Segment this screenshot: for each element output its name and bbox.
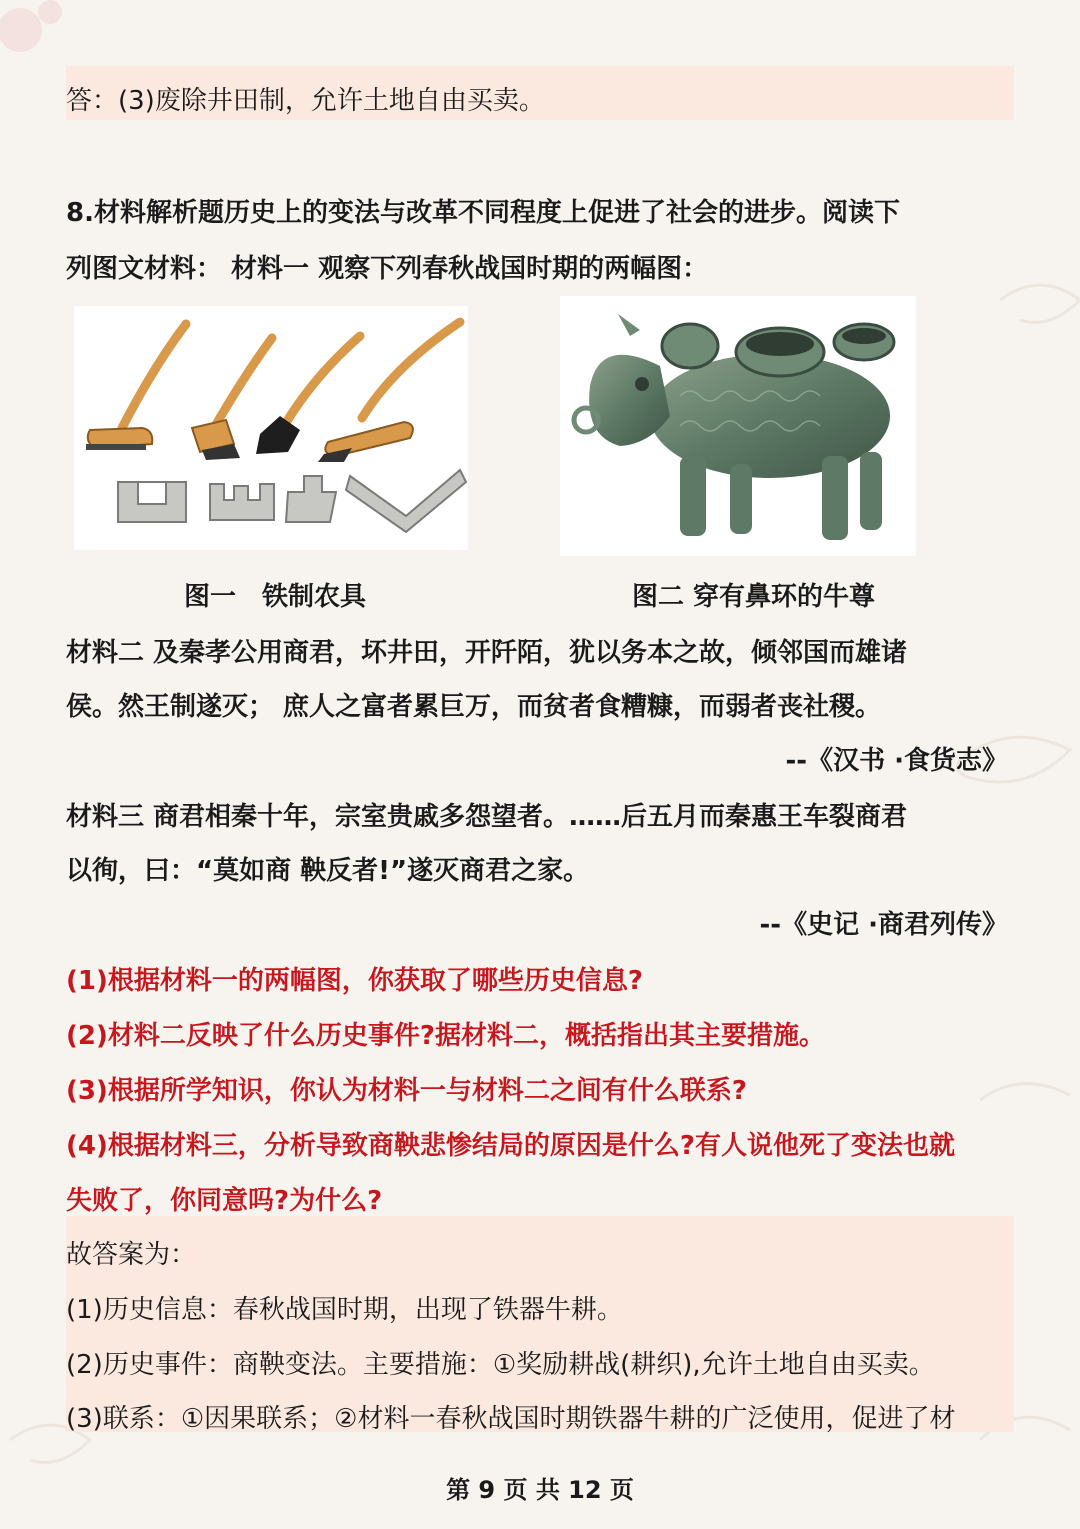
- answer-3: (3)联系：①因果联系；②材料一春秋战国时期铁器牛耕的广泛使用，促进了材: [66, 1404, 956, 1434]
- material-2-source: --《汉书 ·食货志》: [785, 746, 1008, 776]
- bronze-ox-zun-icon: [560, 296, 916, 556]
- material-2-line-1: 材料二 及秦孝公用商君，坏井田，开阡陌，犹以务本之故，倾邻国而雄诸: [66, 638, 908, 668]
- answer-1: (1)历史信息：春秋战国时期，出现了铁器牛耕。: [66, 1295, 623, 1325]
- material-3-line-1: 材料三 商君相秦十年，宗室贵戚多怨望者。……后五月而秦惠王车裂商君: [66, 802, 908, 832]
- sub-question-2: (2)材料二反映了什么历史事件?据材料二，概括指出其主要措施。: [66, 1021, 825, 1051]
- question-8-line-1: 8.材料解析题历史上的变法与改革不同程度上促进了社会的进步。阅读下: [66, 198, 900, 228]
- material-2-line-2: 侯。然王制遂灭； 庶人之富者累巨万，而贫者食糟糠，而弱者丧社稷。: [66, 692, 882, 722]
- page-number: 第 9 页 共 12 页: [446, 1476, 634, 1504]
- previous-answer-text: 答：(3)废除井田制，允许土地自由买卖。: [66, 86, 545, 116]
- figure-1-caption: 图一 铁制农具: [184, 582, 367, 612]
- question-8-line-2: 列图文材料： 材料一 观察下列春秋战国时期的两幅图：: [66, 254, 709, 284]
- sub-question-1: (1)根据材料一的两幅图，你获取了哪些历史信息?: [66, 966, 643, 996]
- figure-2-caption: 图二 穿有鼻环的牛尊: [632, 582, 876, 612]
- sub-question-4-line-1: (4)根据材料三，分析导致商鞅悲惨结局的原因是什么?有人说他死了变法也就: [66, 1131, 955, 1161]
- iron-tools-icon: [74, 306, 468, 550]
- material-3-source: --《史记 ·商君列传》: [759, 910, 1008, 940]
- answer-2: (2)历史事件：商鞅变法。主要措施：①奖励耕战(耕织),允许土地自由买卖。: [66, 1350, 935, 1380]
- sub-question-3: (3)根据所学知识，你认为材料一与材料二之间有什么联系?: [66, 1076, 747, 1106]
- sub-question-4-line-2: 失败了，你同意吗?为什么?: [66, 1186, 383, 1216]
- answer-intro: 故答案为：: [66, 1240, 197, 1270]
- bronze-ox-image: [560, 296, 916, 556]
- iron-tools-image: [74, 306, 468, 550]
- material-3-line-2: 以徇，曰：“莫如商 鞅反者!”遂灭商君之家。: [66, 856, 590, 886]
